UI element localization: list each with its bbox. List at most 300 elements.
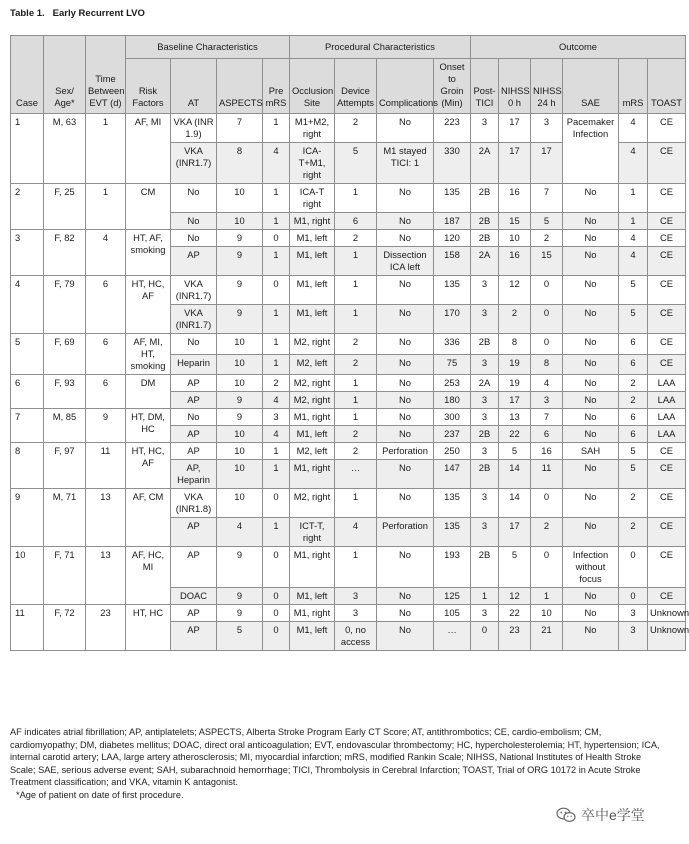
group-header-baseline: Baseline Characteristics	[126, 36, 290, 59]
cell-risk: CM	[126, 184, 171, 230]
cell-complications: No	[377, 230, 434, 247]
cell-complications: No	[377, 460, 434, 489]
cell-tici: 3	[471, 276, 499, 305]
cell-sae: SAH	[563, 443, 619, 460]
cell-pre-mrs: 4	[263, 426, 290, 443]
cell-aspects: 9	[217, 392, 263, 409]
col-header: TOAST	[648, 59, 686, 114]
cell-toast: CE	[648, 305, 686, 334]
cell-nihss0: 17	[499, 518, 531, 547]
cell-device: 5	[335, 143, 377, 184]
cell-mrs: 4	[619, 230, 648, 247]
cell-sae: No	[563, 305, 619, 334]
cell-mrs: 5	[619, 305, 648, 334]
cell-sex-age: F, 79	[44, 276, 86, 334]
cell-device: 1	[335, 547, 377, 588]
table-row	[11, 334, 686, 355]
cell-nihss0: 5	[499, 443, 531, 460]
cell-sex-age: F, 72	[44, 605, 86, 651]
table-row	[11, 605, 686, 622]
cell-toast: CE	[648, 230, 686, 247]
cell-toast: LAA	[648, 375, 686, 392]
cell-tici: 3	[471, 305, 499, 334]
col-header: NIHSS 24 h	[531, 59, 563, 114]
cell-onset: 158	[434, 247, 471, 276]
cell-occlusion: M1, right	[290, 605, 335, 622]
cell-complications: No	[377, 213, 434, 230]
cell-aspects: 9	[217, 305, 263, 334]
cell-nihss24: 0	[531, 276, 563, 305]
cell-sae: No	[563, 276, 619, 305]
cell-mrs: 5	[619, 460, 648, 489]
cell-device: 3	[335, 588, 377, 605]
cell-device: 2	[335, 354, 377, 375]
cell-pre-mrs: 0	[263, 489, 290, 518]
cell-risk: HT, AF, smoking	[126, 230, 171, 276]
cell-aspects: 10	[217, 443, 263, 460]
cell-aspects: 4	[217, 518, 263, 547]
cell-time: 6	[86, 276, 126, 334]
col-header: Device Attempts	[335, 59, 377, 114]
cell-device: 4	[335, 518, 377, 547]
cell-complications: Dissection ICA left	[377, 247, 434, 276]
cell-mrs: 2	[619, 518, 648, 547]
cell-sae: Pacemaker Infection	[563, 114, 619, 184]
cell-aspects: 9	[217, 230, 263, 247]
cell-mrs: 5	[619, 443, 648, 460]
cell-pre-mrs: 1	[263, 213, 290, 230]
cell-sex-age: M, 85	[44, 409, 86, 443]
cell-nihss0: 14	[499, 460, 531, 489]
cell-toast: CE	[648, 460, 686, 489]
cell-tici: 3	[471, 489, 499, 518]
cell-nihss0: 19	[499, 375, 531, 392]
cell-onset: 253	[434, 375, 471, 392]
cell-sae: Infection without focus	[563, 547, 619, 588]
cell-nihss24: 3	[531, 114, 563, 143]
table-footer	[10, 726, 666, 802]
cell-sex-age: M, 63	[44, 114, 86, 184]
table-row	[11, 276, 686, 305]
cell-mrs: 6	[619, 334, 648, 355]
cell-onset: 170	[434, 305, 471, 334]
cell-toast: CE	[648, 213, 686, 230]
cell-sex-age: F, 82	[44, 230, 86, 276]
cell-at: Heparin	[171, 354, 217, 375]
cell-sae: No	[563, 392, 619, 409]
cell-aspects: 8	[217, 143, 263, 184]
cell-risk: AF, MI, HT, smoking	[126, 334, 171, 375]
wechat-icon	[556, 807, 576, 823]
cell-mrs: 2	[619, 489, 648, 518]
cell-aspects: 10	[217, 460, 263, 489]
cell-complications: No	[377, 184, 434, 213]
cell-device: 2	[335, 426, 377, 443]
cell-nihss0: 16	[499, 247, 531, 276]
cell-aspects: 9	[217, 409, 263, 426]
table-caption	[10, 8, 145, 19]
table-row	[11, 547, 686, 588]
cell-time: 1	[86, 184, 126, 230]
cell-complications: No	[377, 392, 434, 409]
cell-tici: 1	[471, 588, 499, 605]
cell-case: 11	[11, 605, 44, 651]
cell-sex-age: F, 93	[44, 375, 86, 409]
cell-complications: No	[377, 489, 434, 518]
cell-case: 3	[11, 230, 44, 276]
cell-risk: HT, HC, AF	[126, 276, 171, 334]
cell-sex-age: M, 71	[44, 489, 86, 547]
table-row	[11, 489, 686, 518]
cell-sae: No	[563, 605, 619, 622]
col-header: Onset to Groin (Min)	[434, 59, 471, 114]
cell-nihss0: 5	[499, 547, 531, 588]
cell-onset: 330	[434, 143, 471, 184]
col-header: ASPECTS	[217, 59, 263, 114]
cell-complications: No	[377, 588, 434, 605]
cell-tici: 3	[471, 114, 499, 143]
cell-aspects: 10	[217, 334, 263, 355]
cell-time: 9	[86, 409, 126, 443]
col-header: AT	[171, 59, 217, 114]
cell-occlusion: M1, right	[290, 460, 335, 489]
cell-pre-mrs: 1	[263, 184, 290, 213]
cell-nihss0: 8	[499, 334, 531, 355]
cell-mrs: 0	[619, 547, 648, 588]
table-row	[11, 184, 686, 213]
cell-aspects: 10	[217, 354, 263, 375]
cell-occlusion: M1+M2, right	[290, 114, 335, 143]
cell-occlusion: ICA-T right	[290, 184, 335, 213]
cell-tici: 2A	[471, 375, 499, 392]
cell-toast: CE	[648, 443, 686, 460]
cell-sae: No	[563, 489, 619, 518]
cell-complications: M1 stayed TICI: 1	[377, 143, 434, 184]
cell-sex-age: F, 69	[44, 334, 86, 375]
cell-at: AP	[171, 426, 217, 443]
col-header: Occlusion Site	[290, 59, 335, 114]
cell-nihss24: 0	[531, 334, 563, 355]
cell-at: VKA (INR1.7)	[171, 305, 217, 334]
cell-pre-mrs: 2	[263, 375, 290, 392]
cell-sae: No	[563, 184, 619, 213]
cell-at: AP	[171, 622, 217, 651]
cell-nihss0: 12	[499, 588, 531, 605]
cell-occlusion: M1, left	[290, 247, 335, 276]
col-header: SAE	[563, 59, 619, 114]
cell-aspects: 9	[217, 588, 263, 605]
cell-nihss0: 16	[499, 184, 531, 213]
cell-sex-age: F, 25	[44, 184, 86, 230]
cell-nihss0: 14	[499, 489, 531, 518]
cell-mrs: 4	[619, 247, 648, 276]
cell-pre-mrs: 1	[263, 354, 290, 375]
cell-aspects: 10	[217, 184, 263, 213]
cell-at: DOAC	[171, 588, 217, 605]
cell-onset: 75	[434, 354, 471, 375]
cell-nihss0: 17	[499, 392, 531, 409]
cell-at: No	[171, 334, 217, 355]
table-title: Early Recurrent LVO	[52, 8, 145, 19]
cell-pre-mrs: 0	[263, 230, 290, 247]
cell-pre-mrs: 1	[263, 114, 290, 143]
cell-nihss0: 23	[499, 622, 531, 651]
cell-onset: 180	[434, 392, 471, 409]
cell-nihss24: 7	[531, 184, 563, 213]
cell-nihss0: 12	[499, 276, 531, 305]
cell-occlusion: M1, left	[290, 230, 335, 247]
cell-at: AP	[171, 247, 217, 276]
cell-at: VKA (INR1.8)	[171, 489, 217, 518]
cell-onset: 135	[434, 184, 471, 213]
cell-nihss24: 17	[531, 143, 563, 184]
cell-onset: …	[434, 622, 471, 651]
cell-occlusion: ICT-T, right	[290, 518, 335, 547]
cell-nihss24: 15	[531, 247, 563, 276]
cell-nihss24: 3	[531, 392, 563, 409]
cell-pre-mrs: 4	[263, 392, 290, 409]
cell-complications: No	[377, 426, 434, 443]
cell-nihss0: 2	[499, 305, 531, 334]
cell-toast: Unknown	[648, 622, 686, 651]
cell-device: 2	[335, 230, 377, 247]
cell-onset: 135	[434, 518, 471, 547]
cell-risk: DM	[126, 375, 171, 409]
cell-at: AP	[171, 605, 217, 622]
cell-sae: No	[563, 354, 619, 375]
cell-sae: No	[563, 247, 619, 276]
cell-mrs: 3	[619, 622, 648, 651]
cell-tici: 2B	[471, 460, 499, 489]
cell-case: 1	[11, 114, 44, 184]
cell-tici: 2A	[471, 143, 499, 184]
cell-case: 6	[11, 375, 44, 409]
cell-device: 3	[335, 605, 377, 622]
cell-nihss24: 0	[531, 547, 563, 588]
cell-time: 1	[86, 114, 126, 184]
cell-at: No	[171, 230, 217, 247]
table-row	[11, 114, 686, 143]
cell-pre-mrs: 1	[263, 334, 290, 355]
table-row	[11, 375, 686, 392]
cell-sae: No	[563, 588, 619, 605]
cell-occlusion: M2, right	[290, 392, 335, 409]
cell-occlusion: ICA-T+M1, right	[290, 143, 335, 184]
cell-occlusion: M1, right	[290, 547, 335, 588]
cell-occlusion: M2, right	[290, 489, 335, 518]
cell-occlusion: M1, right	[290, 409, 335, 426]
cell-toast: CE	[648, 143, 686, 184]
cell-onset: 135	[434, 489, 471, 518]
cell-device: 1	[335, 392, 377, 409]
cell-nihss24: 21	[531, 622, 563, 651]
cell-pre-mrs: 0	[263, 622, 290, 651]
cell-case: 7	[11, 409, 44, 443]
cell-aspects: 5	[217, 622, 263, 651]
cell-device: 1	[335, 247, 377, 276]
lvo-table	[10, 35, 689, 651]
cell-nihss0: 19	[499, 354, 531, 375]
cell-complications: No	[377, 605, 434, 622]
cell-aspects: 10	[217, 426, 263, 443]
cell-nihss0: 13	[499, 409, 531, 426]
cell-onset: 187	[434, 213, 471, 230]
cell-nihss24: 5	[531, 213, 563, 230]
table-row	[11, 230, 686, 247]
cell-nihss24: 11	[531, 460, 563, 489]
cell-mrs: 6	[619, 409, 648, 426]
col-header: NIHSS 0 h	[499, 59, 531, 114]
cell-mrs: 6	[619, 354, 648, 375]
group-header-procedural: Procedural Characteristics	[290, 36, 471, 59]
cell-occlusion: M1, left	[290, 588, 335, 605]
cell-nihss24: 2	[531, 230, 563, 247]
cell-at: AP	[171, 392, 217, 409]
cell-mrs: 0	[619, 588, 648, 605]
cell-mrs: 3	[619, 605, 648, 622]
cell-mrs: 4	[619, 143, 648, 184]
cell-device: 1	[335, 276, 377, 305]
cell-sae: No	[563, 518, 619, 547]
cell-device: 1	[335, 409, 377, 426]
cell-aspects: 9	[217, 247, 263, 276]
cell-sae: No	[563, 409, 619, 426]
cell-risk: HT, DM, HC	[126, 409, 171, 443]
cell-mrs: 6	[619, 426, 648, 443]
cell-pre-mrs: 1	[263, 305, 290, 334]
cell-sae: No	[563, 426, 619, 443]
cell-complications: No	[377, 276, 434, 305]
cell-case: 4	[11, 276, 44, 334]
cell-at: AP	[171, 518, 217, 547]
cell-case: 8	[11, 443, 44, 489]
cell-occlusion: M1, left	[290, 276, 335, 305]
cell-occlusion: M1, right	[290, 213, 335, 230]
cell-time: 11	[86, 443, 126, 489]
cell-occlusion: M2, right	[290, 334, 335, 355]
cell-pre-mrs: 3	[263, 409, 290, 426]
cell-tici: 3	[471, 518, 499, 547]
cell-sae: No	[563, 375, 619, 392]
cell-risk: HT, HC	[126, 605, 171, 651]
cell-device: 2	[335, 114, 377, 143]
cell-pre-mrs: 1	[263, 518, 290, 547]
cell-onset: 147	[434, 460, 471, 489]
cell-sae: No	[563, 460, 619, 489]
cell-mrs: 1	[619, 213, 648, 230]
cell-mrs: 1	[619, 184, 648, 213]
cell-nihss24: 0	[531, 305, 563, 334]
table-row	[11, 409, 686, 426]
cell-aspects: 9	[217, 605, 263, 622]
cell-toast: CE	[648, 489, 686, 518]
cell-nihss24: 4	[531, 375, 563, 392]
col-header: Post-TICI	[471, 59, 499, 114]
col-header: Time Between EVT (d)	[86, 36, 126, 114]
cell-tici: 2B	[471, 184, 499, 213]
cell-device: 2	[335, 443, 377, 460]
cell-pre-mrs: 1	[263, 460, 290, 489]
cell-nihss0: 22	[499, 605, 531, 622]
cell-sae: No	[563, 622, 619, 651]
cell-complications: No	[377, 547, 434, 588]
cell-pre-mrs: 0	[263, 276, 290, 305]
cell-tici: 3	[471, 409, 499, 426]
cell-tici: 2A	[471, 247, 499, 276]
cell-at: VKA (INR 1.9)	[171, 114, 217, 143]
cell-toast: CE	[648, 114, 686, 143]
col-header: Sex/ Age*	[44, 36, 86, 114]
watermark	[556, 805, 645, 825]
col-header: Complications	[377, 59, 434, 114]
col-header: Case	[11, 36, 44, 114]
cell-device: 1	[335, 375, 377, 392]
cell-tici: 3	[471, 354, 499, 375]
cell-time: 6	[86, 375, 126, 409]
cell-device: 2	[335, 334, 377, 355]
cell-pre-mrs: 1	[263, 247, 290, 276]
cell-toast: LAA	[648, 426, 686, 443]
cell-tici: 3	[471, 605, 499, 622]
cell-case: 9	[11, 489, 44, 547]
cell-toast: CE	[648, 354, 686, 375]
col-header: mRS	[619, 59, 648, 114]
cell-aspects: 7	[217, 114, 263, 143]
cell-complications: No	[377, 305, 434, 334]
cell-onset: 105	[434, 605, 471, 622]
cell-tici: 2B	[471, 426, 499, 443]
cell-complications: No	[377, 622, 434, 651]
cell-occlusion: M2, left	[290, 354, 335, 375]
cell-aspects: 9	[217, 547, 263, 588]
cell-toast: CE	[648, 334, 686, 355]
cell-time: 13	[86, 547, 126, 605]
cell-risk: AF, HC, MI	[126, 547, 171, 605]
cell-toast: Unknown	[648, 605, 686, 622]
cell-case: 10	[11, 547, 44, 605]
cell-risk: HT, HC, AF	[126, 443, 171, 489]
cell-at: VKA (INR1.7)	[171, 276, 217, 305]
cell-device: 1	[335, 305, 377, 334]
cell-tici: 0	[471, 622, 499, 651]
cell-tici: 3	[471, 443, 499, 460]
cell-nihss24: 1	[531, 588, 563, 605]
cell-sae: No	[563, 230, 619, 247]
cell-onset: 250	[434, 443, 471, 460]
abbreviations-note: AF indicates atrial fibrillation; AP, antiplatelets; ASPECTS, Alberta Stroke Program Early CT Score; AT, antithrombotics; CE, cardio-embolism; CM, cardiomyopathy; DM, diabetes mellitus; DOAC, direct oral anticoagulation; EVT, endovascular thrombectomy; HC, hypercholesterolemia; HT, hypertension; ICA, internal carotid artery; LAA, large artery atherosclerosis; MI, myocardial infarction; mRS, modified Rankin Scale; NIHSS, National Institutes of Health Stroke Scale; SAE, serious adverse event; SAH, subarachnoid hemorrhage; TICI, Thrombolysis in Cerebral Infarction; TOAST, Trial of ORG 10172 in Acute Stroke Treatment classification; and VKA, vitamin K antagonist.	[10, 727, 660, 788]
cell-complications: No	[377, 375, 434, 392]
table-label: Table 1.	[10, 8, 45, 19]
cell-pre-mrs: 4	[263, 143, 290, 184]
cell-toast: CE	[648, 518, 686, 547]
cell-time: 6	[86, 334, 126, 375]
cell-toast: CE	[648, 547, 686, 588]
cell-aspects: 9	[217, 276, 263, 305]
cell-nihss24: 2	[531, 518, 563, 547]
cell-nihss0: 15	[499, 213, 531, 230]
cell-onset: 336	[434, 334, 471, 355]
cell-complications: No	[377, 334, 434, 355]
cell-nihss24: 6	[531, 426, 563, 443]
cell-onset: 237	[434, 426, 471, 443]
cell-nihss24: 7	[531, 409, 563, 426]
cell-pre-mrs: 0	[263, 588, 290, 605]
cell-onset: 300	[434, 409, 471, 426]
cell-toast: LAA	[648, 392, 686, 409]
cell-at: AP, Heparin	[171, 460, 217, 489]
cell-sae: No	[563, 213, 619, 230]
cell-nihss24: 8	[531, 354, 563, 375]
